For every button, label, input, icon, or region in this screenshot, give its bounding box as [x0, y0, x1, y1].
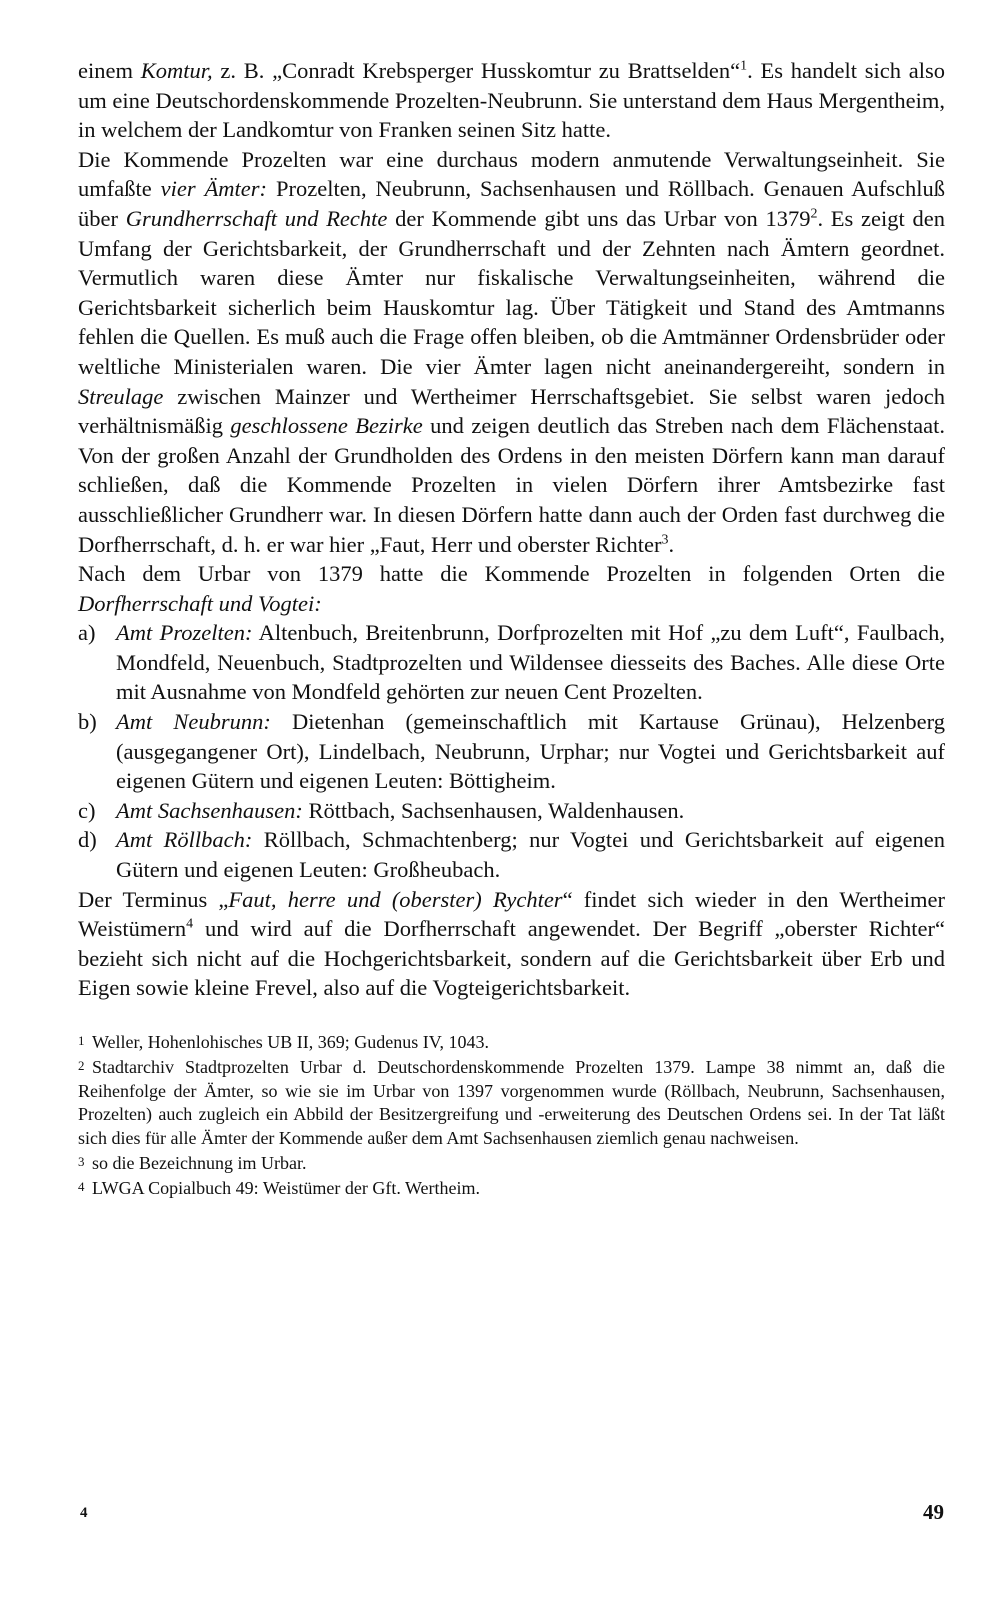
- list-item-text: [116, 709, 945, 793]
- printer-signature: 4: [80, 1505, 88, 1521]
- body-text: Prozelten, Neubrunn, Sachsenhausen und Röllbach. Genauen Aufschluß über: [78, 176, 946, 231]
- emphasis-text: Amt Sachsenhausen:: [116, 797, 303, 823]
- body-text: Altenbuch, Breitenbrunn, Dorfprozelten mit Hof „zu dem Luft“, Faulbach, Mondfeld, Neuenbuch, Stadtprozelten und Wildensee diesseits des Baches. Alle diese Orte mit Ausnahme von Mondfeld gehörten zur neuen Cent Prozelten.: [116, 620, 945, 705]
- footnote-ref: 1: [740, 58, 748, 74]
- body-text: und zeigen deutlich das Streben nach dem Flächenstaat. Von der großen Anzahl der Grundholden des Ordens in den meisten Dörfern kann man darauf schließen, daß die Kommende Prozelten in vielen Dörfern ihrer Amtsbezirke fast ausschließlicher Grundherr war. In diesen Dörfern hatte dann auch der Orden fast durchweg die Dorfherrschaft, d. h. er war hier „Faut, Herr und oberster Richter: [78, 413, 946, 557]
- emphasis-text: vier Ämter:: [160, 176, 268, 202]
- body-text: Dietenhan (gemeinschaftlich mit Kartause Grünau), Helzenberg (ausgegangener Ort), Lindelbach, Neubrunn, Urphar; nur Vogtei und Gerichtsbarkeit auf eigenen Gütern und eigenen Leuten: Böttigheim.: [116, 709, 945, 794]
- paragraph: [78, 56, 945, 145]
- page-number: 49: [923, 1500, 944, 1524]
- body-text: . Es handelt sich also um eine Deutschordenskommende Prozelten-Neubrunn. Sie unterstand dem Haus Mergentheim, in welchem der Landkomtur von Franken seinen Sitz hatte.: [78, 58, 945, 143]
- list-item: [78, 825, 945, 884]
- office-list: [78, 618, 945, 884]
- footnote-ref: 2: [810, 206, 818, 222]
- paragraph: [78, 145, 945, 559]
- footnote-number: 3: [78, 1154, 85, 1170]
- list-marker: a): [78, 620, 96, 646]
- list-marker: b): [78, 709, 97, 735]
- document-page: [78, 56, 945, 1201]
- footnote-number: 4: [78, 1179, 85, 1195]
- emphasis-text: Dorfherrschaft und Vogtei:: [78, 590, 322, 616]
- body-text: “ findet sich wieder in den Wertheimer Weistümern: [78, 886, 946, 942]
- list-item: [78, 618, 945, 707]
- emphasis-text: Faut, herre und (oberster) Rychter: [228, 886, 563, 912]
- footnote-ref: 4: [186, 916, 194, 932]
- list-item: [78, 796, 945, 826]
- body-text: . Es zeigt den Umfang der Gerichtsbarkeit, der Grundherrschaft und der Zehnten nach Ämtern geordnet. Vermutlich waren diese Ämter nur fiskalische Verwaltungseinheiten, während die Gerichtsbarkeit sicherlich beim Hauskomtur lag. Über Tätigkeit und Stand des Amtmanns fehlen die Quellen. Es muß auch die Frage offen bleiben, ob die Amtmänner Ordensbrüder oder weltliche Ministerialen waren. Die vier Ämter lagen nicht aneinandergereiht, sondern in: [78, 205, 945, 379]
- footnote-text: LWGA Copialbuch 49: Weistümer der Gft. Wertheim.: [92, 1178, 481, 1199]
- body-text: und wird auf die Dorfherrschaft angewendet. Der Begriff „oberster Richter“ bezieht sich nicht auf die Hochgerichtsbarkeit, sondern auf die Gerichtsbarkeit über Erb und Eigen sowie kleine Frevel, also auf die Vogteigerichtsbarkeit.: [78, 916, 945, 1001]
- footnote: [78, 1150, 945, 1175]
- emphasis-text: Amt Prozelten:: [116, 620, 253, 646]
- footnote-number: 1: [78, 1033, 85, 1048]
- body-text: einem: [78, 58, 141, 83]
- body-text: zwischen Mainzer und Wertheimer Herrschaftsgebiet. Sie selbst waren jedoch verhältnismäßig: [78, 383, 945, 439]
- body-text: Röttbach, Sachsenhausen, Waldenhausen.: [302, 797, 685, 823]
- emphasis-text: Streulage: [78, 383, 164, 409]
- footnote: [78, 1054, 945, 1150]
- body-text: der Kommende gibt uns das Urbar von 1379: [387, 205, 811, 231]
- list-item: [78, 707, 945, 796]
- body-text: Der Terminus „: [78, 886, 229, 912]
- footnote: [78, 1029, 945, 1054]
- list-item-text: [116, 620, 945, 704]
- body-text: z. B. „Conradt Krebsperger Husskomtur zu Brattselden“: [212, 58, 741, 83]
- list-item-text: [116, 827, 945, 882]
- list-item-text: [116, 798, 684, 823]
- body-text: Röllbach, Schmachtenberg; nur Vogtei und Gerichtsbarkeit auf eigenen Gütern und eigenen Leuten: Großheubach.: [116, 827, 945, 883]
- body-text: .: [668, 531, 675, 557]
- list-marker: d): [78, 827, 97, 853]
- footnote-ref: 3: [661, 532, 669, 547]
- body-text: Nach dem Urbar von 1379 hatte die Kommende Prozelten in folgenden Orten die: [78, 561, 945, 587]
- emphasis-text: geschlossene Bezirke: [230, 413, 423, 439]
- emphasis-text: Komtur,: [140, 58, 213, 83]
- footnote-text: so die Bezeichnung im Urbar.: [92, 1153, 307, 1174]
- footnote-text: Weller, Hohenlohisches UB II, 369; Gudenus IV, 1043.: [92, 1032, 489, 1052]
- body-text: Die Kommende Prozelten war eine durchaus modern anmutende Verwaltungseinheit. Sie umfaßte: [78, 146, 945, 202]
- footnotes: [78, 1029, 945, 1201]
- list-marker: c): [78, 797, 96, 823]
- emphasis-text: Grundherrschaft und Rechte: [125, 205, 388, 231]
- footnote-number: 2: [78, 1058, 85, 1074]
- footnote-text: Stadtarchiv Stadtprozelten Urbar d. Deutschordenskommende Prozelten 1379. Lampe 38 nimmt an, daß die Reihenfolge der Ämter, so wie sie im Urbar von 1397 vorgenommen wurde (Röllbach, Neubrunn, Sachsenhausen, Prozelten) auch zugleich ein Abbild der Besitzergreifung und -erweiterung des Deutschen Ordens sei. In der Tat läßt sich dies für alle Ämter der Kommende außer dem Amt Sachsenhausen ziemlich genau nachweisen.: [78, 1057, 945, 1148]
- paragraph: [78, 885, 945, 1003]
- emphasis-text: Amt Röllbach:: [116, 827, 253, 853]
- paragraph: [78, 559, 945, 618]
- footnote: [78, 1175, 945, 1200]
- emphasis-text: Amt Neubrunn:: [116, 709, 271, 735]
